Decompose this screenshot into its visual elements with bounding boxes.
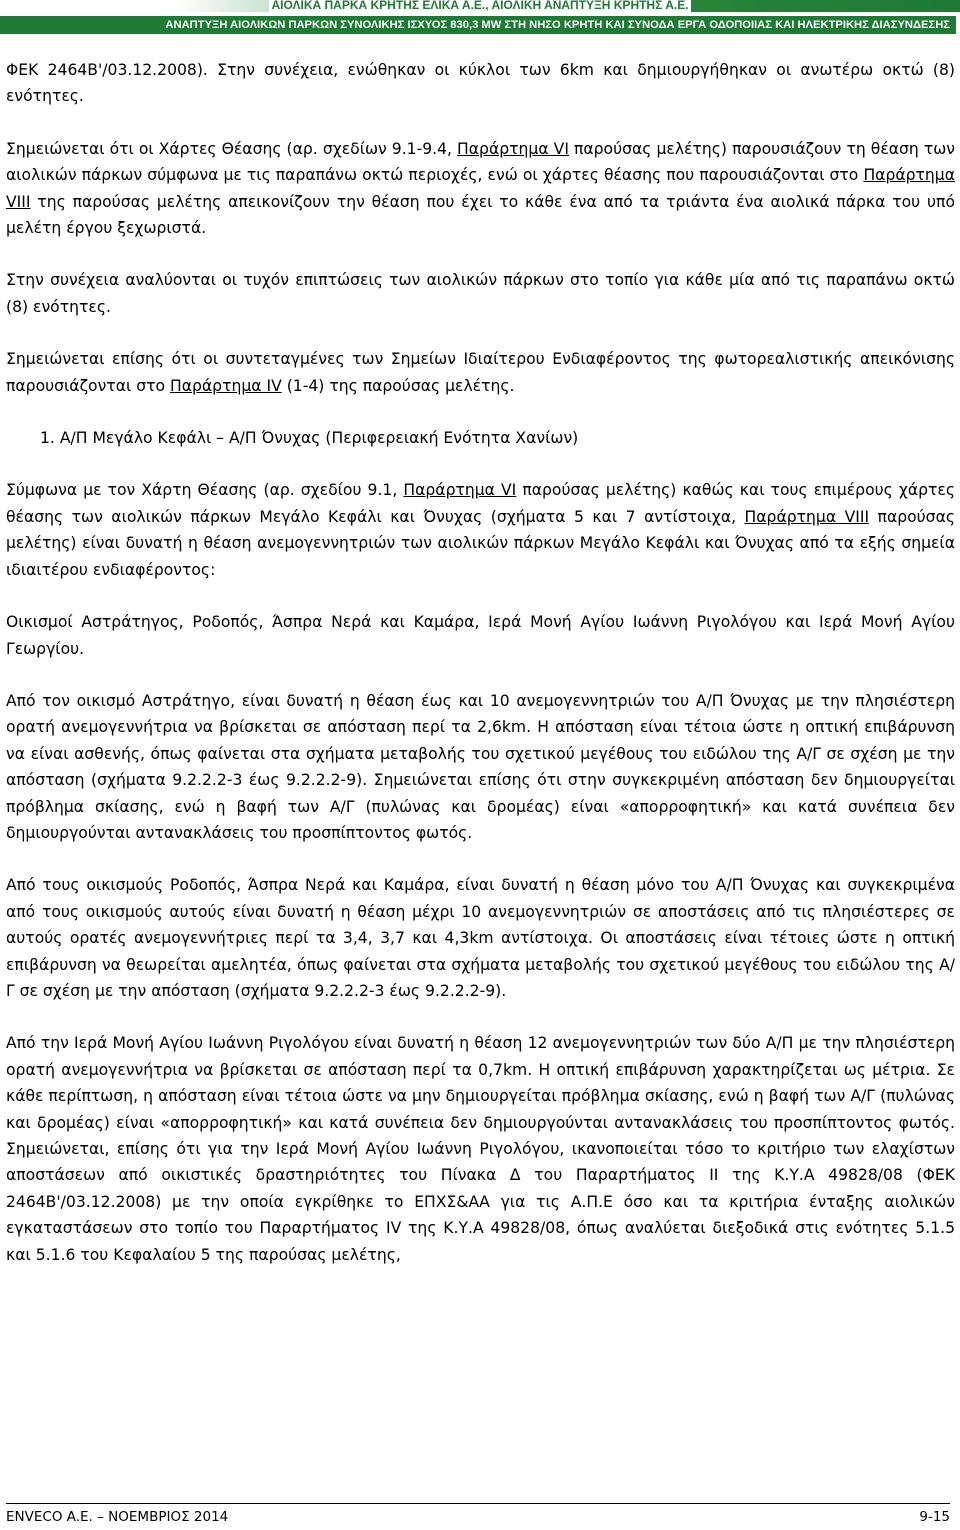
paragraph: Σημειώνεται επίσης ότι οι συντεταγμένες των Σημείων Ιδιαίτερου Ενδιαφέροντος της φωτορεαλιστικής απεικόνισης παρουσιάζονται στο Παράρτημα IV (1-4) της παρούσας μελέτης. [6,350,955,395]
paragraph: Σύμφωνα με τον Χάρτη Θέασης (αρ. σχεδίου 9.1, Παράρτημα VI παρούσας μελέτης) καθώς και τους επιμέρους χάρτες θέασης των αιολικών πάρκων Μεγάλο Κεφάλι και Όνυχας (σχήματα 5 και 7 αντίστοιχα, Παράρτημα VIII παρούσας μελέτης) είναι δυνατή η θέαση ανεμογεννητριών των αιολικών πάρκων Μεγάλο Κεφάλι και Όνυχας από τα εξής σημεία ιδιαιτέρου ενδιαφέροντος: [6,481,956,579]
footer-company-date: ENVECO A.E. – ΝΟΕΜΒΡΙΟΣ 2014 [6,1509,229,1525]
appendix-reference: Παράρτημα VI [457,139,569,158]
header-subtitle: ΑΝΑΠΤΥΞΗ ΑΙΟΛΙΚΩΝ ΠΑΡΚΩΝ ΣΥΝΟΛΙΚΗΣ ΙΣΧΥΟΣ 830,3 MW ΣΤΗ ΝΗΣΟ ΚΡΗΤΗ ΚΑΙ ΣΥΝΟΔΑ ΕΡΓΑ ΟΔΟΠΟΙΙΑΣ ΚΑΙ ΗΛΕΚΤΡΙΚΗΣ ΔΙΑΣΥΝΔΕΣΗΣ [0,16,956,34]
page-number: 9-15 [919,1509,950,1525]
paragraph: Οικισμοί Αστράτηγος, Ροδοπός, Άσπρα Νερά και Καμάρα, Ιερά Μονή Αγίου Ιωάννη Ριγολόγου και Ιερά Μονή Αγίου Γεωργίου. [6,613,955,658]
paragraph: Σημειώνεται ότι οι Χάρτες Θέασης (αρ. σχεδίων 9.1-9.4, Παράρτημα VI παρούσας μελέτης) παρουσιάζουν τη θέαση των αιολικών πάρκων σύμφωνα με τις παραπάνω οκτώ περιοχές, ενώ οι χάρτες θέασης που παρουσιάζονται στο Παράρτημα VIII της παρούσας μελέτης απεικονίζουν την θέαση που έχει το κάθε ένα από τα τριάντα ένα αιολικά πάρκα του υπό μελέτη έργου ξεχωριστά. [6,139,956,238]
section-heading: 1. Α/Π Μεγάλο Κεφάλι – Α/Π Όνυχας (Περιφερειακή Ενότητα Χανίων) [40,429,579,448]
appendix-reference: Παράρτημα IV [169,376,282,395]
paragraph: Από τους οικισμούς Ροδοπός, Άσπρα Νερά και Καμάρα, είναι δυνατή η θέαση μόνο του Α/Π Όνυχας και συγκεκριμένα από τους οικισμούς αυτούς είναι δυνατή η θέαση μέχρι 10 ανεμογεννητριών σε αποστάσεις από τις πλησιέστερες σε αυτούς ορατές ανεμογεννήτριες περί τα 3,4, 3,7 και 4,3km αντίστοιχα. Οι αποστάσεις είναι τέτοιες ώστε η οπτική επιβάρυνση να θεωρείται αμελητέα, όπως φαίνεται στα σχήματα μεταβολής του σχετικού μεγέθους του ειδώλου της Α/Γ σε σχέση με την απόσταση (σχήματα 9.2.2.2-3 έως 9.2.2.2-9). [6,876,955,1000]
paragraph: ΦΕΚ 2464Β'/03.12.2008). Στην συνέχεια, ενώθηκαν οι κύκλοι των 6km και δημιουργήθηκαν οι ανωτέρω οκτώ (8) ενότητες. [6,61,955,106]
appendix-reference: Παράρτημα VIII [6,166,955,211]
page-footer [6,1503,950,1525]
appendix-reference: Παράρτημα VIII [744,507,870,526]
header-title: ΑΙΟΛΙΚΑ ΠΑΡΚΑ ΚΡΗΤΗΣ ΕΛΙΚΑ Α.Ε., ΑΙΟΛΙΚΗ ΑΝΑΠΤΥΞΗ ΚΡΗΤΗΣ Α.Ε. [271,0,689,12]
page-header [0,0,960,36]
appendix-reference: Παράρτημα VI [403,481,517,500]
paragraph: Από την Ιερά Μονή Αγίου Ιωάννη Ριγολόγου είναι δυνατή η θέαση 12 ανεμογεννητριών των δύο Α/Π με την πλησιέστερη ορατή ανεμογεννήτρια να βρίσκεται σε απόσταση περί τα 0,7km. Η οπτική επιβάρυνση χαρακτηρίζεται ως μέτρια. Σε κάθε περίπτωση, η απόσταση είναι τέτοια ώστε να μην δημιουργείται πρόβλημα σκίασης, ενώ η βαφή των Α/Γ (πυλώνας και δρομέας) είναι «απορροφητική» και κατά συνέπεια δεν δημιουργούνται αντανακλάσεις του προσπίπτοντος φωτός. Σημειώνεται, επίσης ότι για την Ιερά Μονή Αγίου Ιωάννη Ριγολόγου, ικανοποιείται τόσο το κριτήριο των ελαχίστων αποστάσεων από οικιστικές δραστηριότητες του Πίνακα Δ του Παραρτήματος ΙΙ της Κ.Υ.Α 49828/08 (ΦΕΚ 2464Β'/03.12.2008) με την οποία εγκρίθηκε το ΕΠΧΣ&ΑΑ για τις Α.Π.Ε όσο και τα κριτήρια ένταξης αιολικών εγκαταστάσεων στο τοπίο του Παραρτήματος IV της Κ.Υ.Α 49828/08, όπως αναλύεται διεξοδικά στις ενότητες 5.1.5 και 5.1.6 του Κεφαλαίου 5 της παρούσας μελέτης, [6,1034,955,1264]
document-body [6,57,955,1294]
paragraph: Από τον οικισμό Αστράτηγο, είναι δυνατή η θέαση έως και 10 ανεμογεννητριών του Α/Π Όνυχας με την πλησιέστερη ορατή ανεμογεννήτρια να βρίσκεται σε απόσταση περί τα 2,6km. Η απόσταση είναι τέτοια ώστε η οπτική επιβάρυνση να είναι ασθενής, όπως φαίνεται στα σχήματα μεταβολής του σχετικού μεγέθους του ειδώλου της Α/Γ σε σχέση με την απόσταση (σχήματα 9.2.2.2-3 έως 9.2.2.2-9). Σημειώνεται επίσης ότι στην συγκεκριμένη απόσταση δεν δημιουργείται πρόβλημα σκίασης, ενώ η βαφή των Α/Γ (πυλώνας και δρομέας) είναι «απορροφητική» και κατά συνέπεια δεν δημιουργούνται αντανακλάσεις του προσπίπτοντος φωτός. [6,691,955,842]
paragraph: Στην συνέχεια αναλύονται οι τυχόν επιπτώσεις των αιολικών πάρκων στο τοπίο για κάθε μία από τις παραπάνω οκτώ (8) ενότητες. [6,271,955,316]
